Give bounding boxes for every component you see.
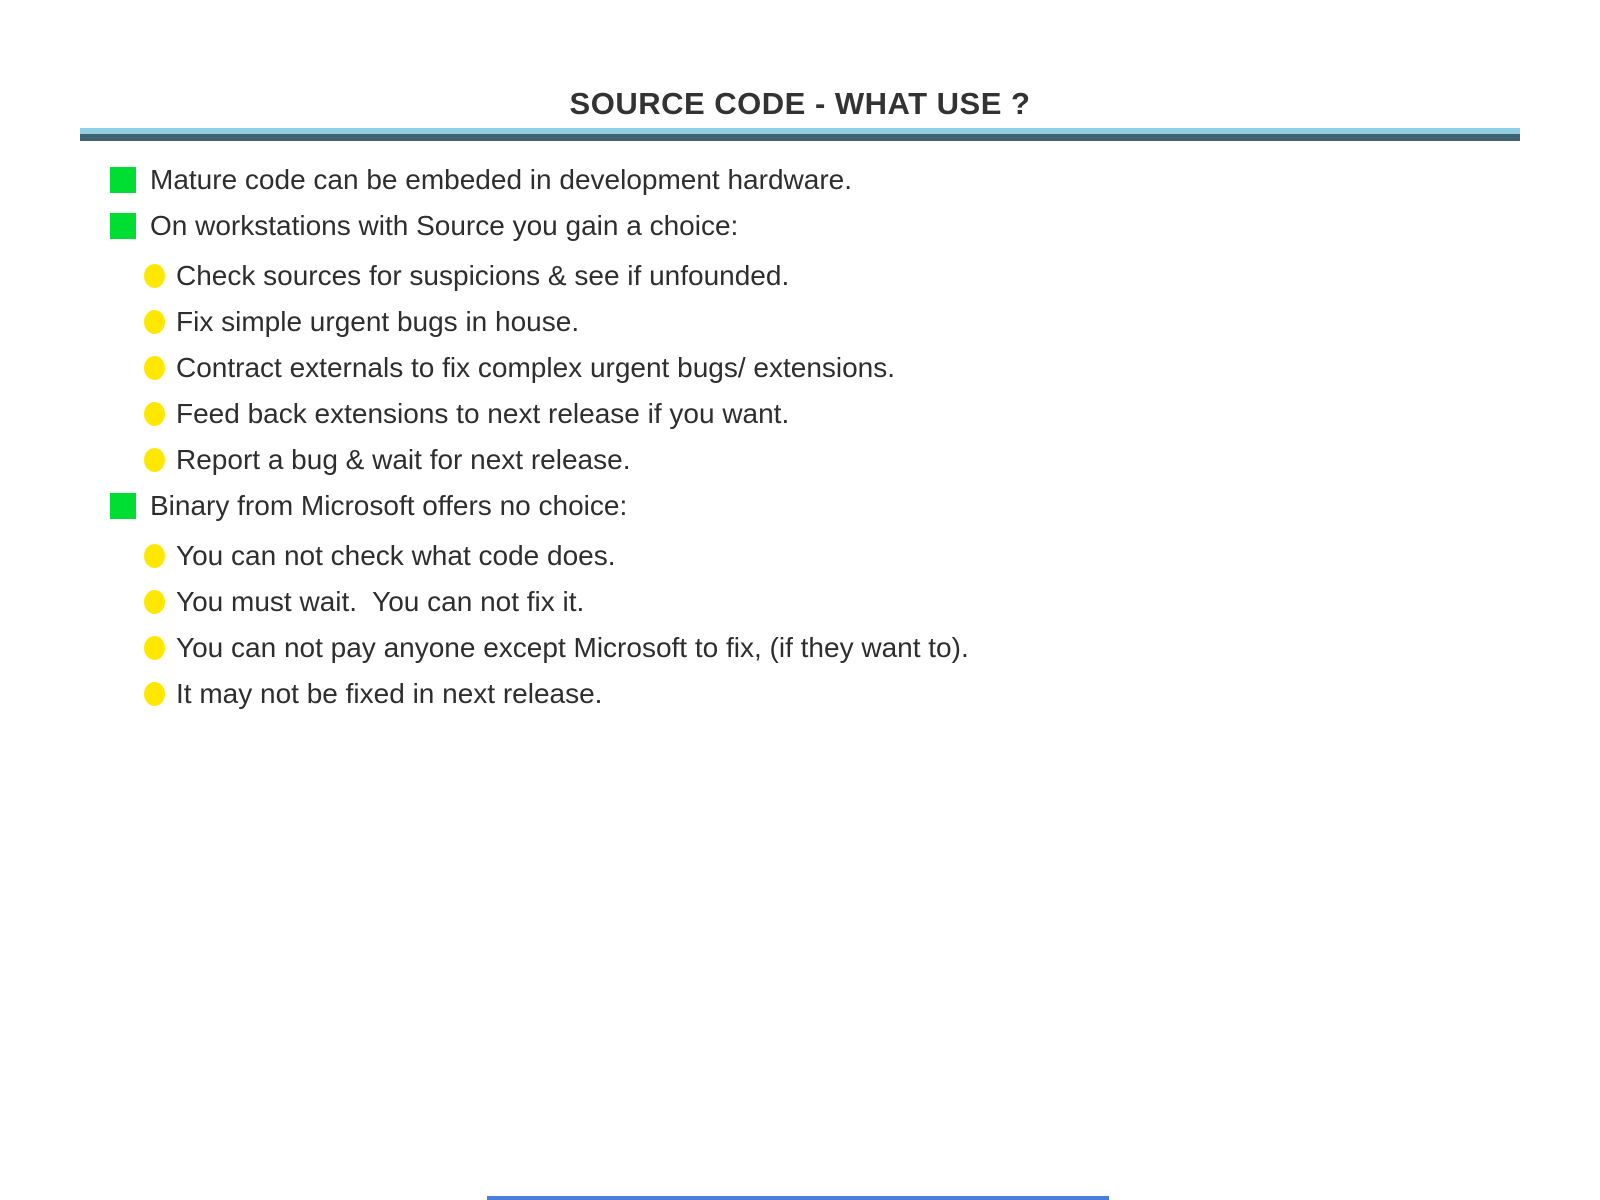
sub-bullet-item: [110, 253, 1530, 299]
bullet-list: [110, 157, 1530, 717]
yellow-dot-bullet-icon: [144, 636, 165, 660]
bullet-item: [110, 483, 1530, 529]
yellow-dot-bullet-icon: [144, 402, 165, 426]
sub-bullet-item: [110, 437, 1530, 483]
bullet-text: Binary from Microsoft offers no choice:: [150, 490, 628, 521]
bullet-text: You can not pay anyone except Microsoft to fix, (if they want to).: [176, 632, 969, 663]
bullet-text: Contract externals to fix complex urgent bugs/ extensions.: [176, 352, 896, 383]
green-square-bullet-icon: [110, 167, 136, 193]
sub-bullet-item: [110, 299, 1530, 345]
bullet-item: [110, 203, 1530, 249]
bullet-text: Mature code can be embeded in development hardware.: [150, 164, 852, 195]
bullet-text: Check sources for suspicions & see if unfounded.: [176, 260, 790, 291]
sub-bullet-item: [110, 345, 1530, 391]
yellow-dot-bullet-icon: [144, 590, 165, 614]
yellow-dot-bullet-icon: [144, 544, 165, 568]
sub-bullet-item: [110, 671, 1530, 717]
bullet-text: On workstations with Source you gain a choice:: [150, 210, 739, 241]
sub-bullet-item: [110, 533, 1530, 579]
yellow-dot-bullet-icon: [144, 264, 165, 288]
bullet-text: Report a bug & wait for next release.: [176, 444, 631, 475]
yellow-dot-bullet-icon: [144, 356, 165, 380]
bullet-item: [110, 157, 1530, 203]
bullet-text: You must wait. You can not fix it.: [176, 586, 585, 617]
yellow-dot-bullet-icon: [144, 682, 165, 706]
green-square-bullet-icon: [110, 213, 136, 239]
bullet-text: Feed back extensions to next release if you want.: [176, 398, 790, 429]
yellow-dot-bullet-icon: [144, 310, 165, 334]
title-underline-dark: [80, 134, 1520, 141]
bullet-text: Fix simple urgent bugs in house.: [176, 306, 580, 337]
footer-bar: [487, 1196, 1109, 1200]
green-square-bullet-icon: [110, 493, 136, 519]
bullet-text: It may not be fixed in next release.: [176, 678, 603, 709]
slide-title: SOURCE CODE - WHAT USE ?: [569, 86, 1031, 121]
yellow-dot-bullet-icon: [144, 448, 165, 472]
sub-bullet-item: [110, 579, 1530, 625]
sub-bullet-item: [110, 625, 1530, 671]
sub-bullet-item: [110, 391, 1530, 437]
bullet-text: You can not check what code does.: [176, 540, 616, 571]
